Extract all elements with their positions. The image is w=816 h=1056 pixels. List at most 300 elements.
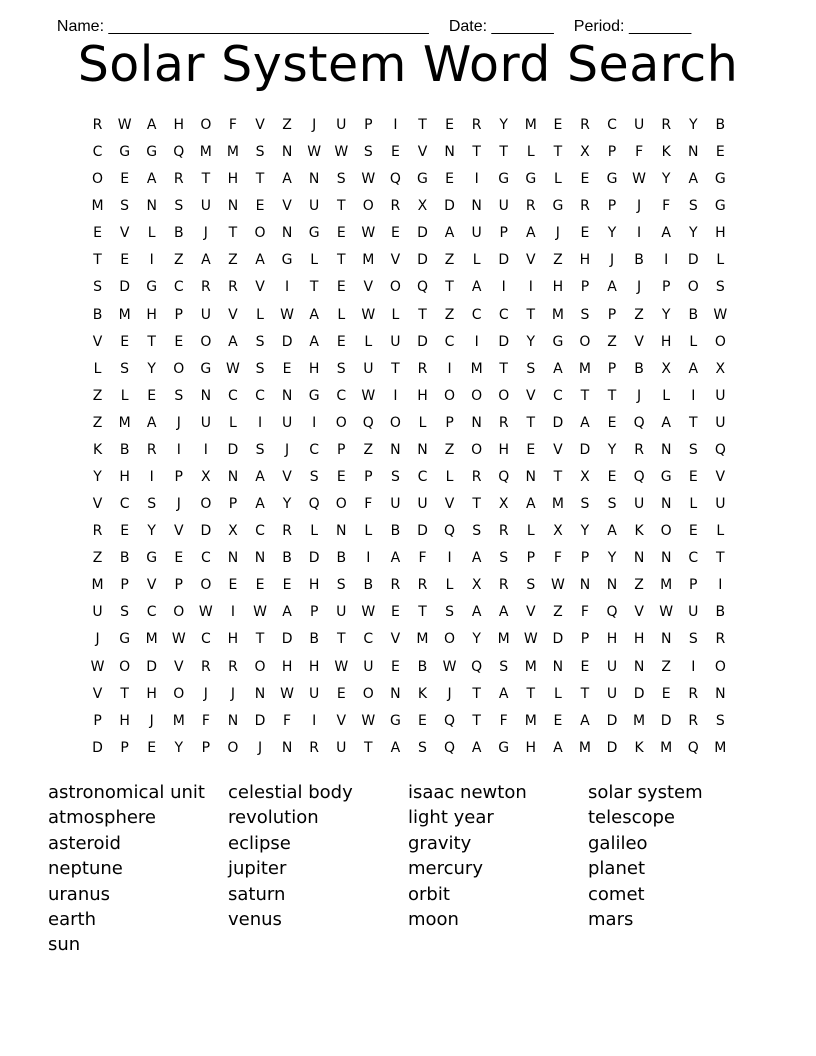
grid-letter[interactable]: B xyxy=(282,550,292,567)
grid-letter[interactable]: Q xyxy=(444,712,456,729)
grid-letter[interactable]: E xyxy=(93,225,102,242)
grid-letter[interactable]: V xyxy=(390,631,401,648)
grid-letter[interactable]: M xyxy=(524,117,537,133)
grid-letter[interactable]: W xyxy=(523,631,538,648)
grid-letter[interactable]: N xyxy=(227,469,239,486)
grid-letter[interactable]: P xyxy=(661,279,671,296)
grid-letter[interactable]: T xyxy=(445,279,454,296)
grid-letter[interactable]: O xyxy=(335,414,347,431)
grid-letter[interactable]: D xyxy=(281,333,293,350)
grid-letter[interactable]: T xyxy=(499,360,508,377)
grid-letter[interactable]: N xyxy=(390,685,401,702)
grid-letter[interactable]: J xyxy=(555,225,560,242)
grid-letter[interactable]: V xyxy=(634,333,644,350)
grid-letter[interactable]: J xyxy=(637,387,642,404)
grid-letter[interactable]: S xyxy=(255,441,265,458)
grid-letter[interactable]: R xyxy=(309,739,320,756)
grid-letter[interactable]: Z xyxy=(92,387,103,404)
grid-letter[interactable]: U xyxy=(633,117,645,133)
grid-letter[interactable]: M xyxy=(524,658,537,675)
grid-letter[interactable]: A xyxy=(390,550,401,567)
grid-letter[interactable]: T xyxy=(418,117,427,133)
grid-letter[interactable]: A xyxy=(471,604,482,621)
grid-letter[interactable]: S xyxy=(93,279,102,296)
grid-letter[interactable]: H xyxy=(146,685,157,702)
grid-letter[interactable]: E xyxy=(147,739,157,756)
grid-letter[interactable]: N xyxy=(227,712,239,729)
grid-letter[interactable]: L xyxy=(418,414,427,431)
grid-letter[interactable]: L xyxy=(445,469,454,486)
grid-letter[interactable]: B xyxy=(634,360,644,377)
grid-letter[interactable]: G xyxy=(119,631,131,648)
grid-letter[interactable]: S xyxy=(715,712,725,729)
grid-letter[interactable]: E xyxy=(715,144,725,161)
grid-letter[interactable]: F xyxy=(228,117,237,133)
grid-letter[interactable]: S xyxy=(120,360,130,377)
grid-letter[interactable]: C xyxy=(607,117,617,133)
grid-letter[interactable]: V xyxy=(255,279,265,296)
grid-letter[interactable]: E xyxy=(445,171,454,188)
grid-letter[interactable]: L xyxy=(256,306,264,323)
grid-letter[interactable]: Y xyxy=(688,117,698,133)
grid-letter[interactable]: E xyxy=(336,685,346,702)
grid-letter[interactable]: D xyxy=(417,252,428,269)
grid-letter[interactable]: N xyxy=(579,577,591,594)
grid-letter[interactable]: T xyxy=(472,685,481,702)
grid-letter[interactable]: Y xyxy=(526,333,536,350)
grid-letter[interactable]: W xyxy=(307,144,322,161)
grid-letter[interactable]: A xyxy=(607,279,617,296)
grid-letter[interactable]: Z xyxy=(282,117,292,133)
grid-letter[interactable]: D xyxy=(200,523,212,540)
grid-letter[interactable]: L xyxy=(147,225,156,242)
grid-letter[interactable]: W xyxy=(550,577,565,594)
grid-letter[interactable]: S xyxy=(363,144,373,161)
grid-letter[interactable]: S xyxy=(120,604,130,621)
grid-letter[interactable]: A xyxy=(282,171,292,188)
grid-letter[interactable]: W xyxy=(361,712,376,729)
grid-letter[interactable]: I xyxy=(691,658,696,675)
grid-letter[interactable]: Z xyxy=(92,414,103,431)
grid-letter[interactable]: R xyxy=(471,469,482,486)
grid-letter[interactable]: X xyxy=(471,577,482,594)
grid-letter[interactable]: P xyxy=(580,550,590,567)
grid-letter[interactable]: M xyxy=(362,252,375,269)
grid-letter[interactable]: O xyxy=(714,333,726,350)
grid-letter[interactable]: E xyxy=(445,117,454,133)
grid-letter[interactable]: E xyxy=(688,523,698,540)
grid-letter[interactable]: A xyxy=(580,414,590,431)
grid-letter[interactable]: T xyxy=(526,414,536,431)
grid-letter[interactable]: I xyxy=(447,550,452,567)
grid-letter[interactable]: P xyxy=(499,225,508,242)
grid-letter[interactable]: C xyxy=(309,441,320,458)
grid-letter[interactable]: P xyxy=(607,198,617,215)
grid-letter[interactable]: U xyxy=(281,414,293,431)
grid-letter[interactable]: W xyxy=(361,306,376,323)
grid-letter[interactable]: M xyxy=(226,144,239,161)
grid-letter[interactable]: Y xyxy=(661,171,671,188)
grid-letter[interactable]: D xyxy=(119,279,130,296)
grid-letter[interactable]: A xyxy=(607,523,617,540)
grid-letter[interactable]: R xyxy=(390,198,401,215)
grid-letter[interactable]: A xyxy=(553,739,563,756)
grid-letter[interactable]: T xyxy=(255,631,265,648)
grid-letter[interactable]: V xyxy=(715,469,726,486)
grid-letter[interactable]: T xyxy=(201,171,211,188)
grid-letter[interactable]: C xyxy=(146,604,157,621)
grid-letter[interactable]: U xyxy=(92,604,103,621)
grid-letter[interactable]: P xyxy=(120,577,129,594)
grid-letter[interactable]: O xyxy=(254,658,266,675)
grid-letter[interactable]: Z xyxy=(92,550,103,567)
grid-letter[interactable]: K xyxy=(634,523,644,540)
grid-letter[interactable]: T xyxy=(526,306,536,323)
grid-letter[interactable]: U xyxy=(390,496,401,513)
grid-letter[interactable]: K xyxy=(661,144,671,161)
grid-letter[interactable]: K xyxy=(417,685,428,702)
grid-letter[interactable]: E xyxy=(390,604,400,621)
grid-letter[interactable]: F xyxy=(499,712,508,729)
grid-letter[interactable]: O xyxy=(200,117,212,133)
grid-letter[interactable]: R xyxy=(282,523,292,540)
grid-letter[interactable]: T xyxy=(93,252,102,269)
grid-letter[interactable]: U xyxy=(309,685,320,702)
grid-letter[interactable]: G xyxy=(389,712,401,729)
grid-letter[interactable]: M xyxy=(578,739,591,756)
grid-letter[interactable]: E xyxy=(607,469,617,486)
grid-letter[interactable]: U xyxy=(363,658,374,675)
grid-letter[interactable]: N xyxy=(552,658,564,675)
grid-letter[interactable]: Q xyxy=(444,523,456,540)
grid-letter[interactable]: P xyxy=(607,144,617,161)
grid-letter[interactable]: L xyxy=(526,523,535,540)
grid-letter[interactable]: U xyxy=(336,117,347,133)
grid-letter[interactable]: A xyxy=(390,739,401,756)
grid-letter[interactable]: D xyxy=(417,225,428,242)
grid-letter[interactable]: Y xyxy=(661,306,671,323)
grid-letter[interactable]: U xyxy=(715,387,726,404)
grid-letter[interactable]: Q xyxy=(471,658,483,675)
grid-letter[interactable]: N xyxy=(281,144,293,161)
grid-letter[interactable]: T xyxy=(255,171,265,188)
grid-letter[interactable]: Z xyxy=(634,577,644,594)
grid-letter[interactable]: O xyxy=(200,577,212,594)
grid-letter[interactable]: T xyxy=(391,360,400,377)
grid-letter[interactable]: E xyxy=(390,144,400,161)
grid-letter[interactable]: H xyxy=(308,360,320,377)
grid-letter[interactable]: A xyxy=(309,333,319,350)
grid-letter[interactable]: X xyxy=(201,469,211,486)
grid-letter[interactable]: G xyxy=(498,171,510,188)
grid-letter[interactable]: C xyxy=(552,387,563,404)
grid-letter[interactable]: M xyxy=(91,198,104,215)
grid-letter[interactable]: N xyxy=(281,739,293,756)
grid-letter[interactable]: O xyxy=(714,658,726,675)
grid-letter[interactable]: U xyxy=(688,604,699,621)
grid-letter[interactable]: S xyxy=(526,360,536,377)
grid-letter[interactable]: H xyxy=(281,658,293,675)
grid-letter[interactable]: S xyxy=(255,333,265,350)
grid-letter[interactable]: I xyxy=(474,333,479,350)
grid-letter[interactable]: S xyxy=(715,279,725,296)
grid-letter[interactable]: T xyxy=(228,225,238,242)
grid-letter[interactable]: A xyxy=(688,171,699,188)
period-line[interactable]: Period: _______ xyxy=(573,18,692,35)
grid-letter[interactable]: L xyxy=(445,577,454,594)
grid-letter[interactable]: O xyxy=(579,333,591,350)
grid-letter[interactable]: V xyxy=(92,333,103,350)
grid-letter[interactable]: A xyxy=(553,360,563,377)
grid-letter[interactable]: A xyxy=(255,252,265,269)
grid-letter[interactable]: G xyxy=(119,144,131,161)
grid-letter[interactable]: E xyxy=(607,414,617,431)
grid-letter[interactable]: E xyxy=(282,360,292,377)
grid-letter[interactable]: J xyxy=(149,712,154,729)
grid-letter[interactable]: E xyxy=(336,225,346,242)
grid-letter[interactable]: S xyxy=(499,658,509,675)
grid-letter[interactable]: S xyxy=(174,387,184,404)
grid-letter[interactable]: I xyxy=(501,279,506,296)
grid-letter[interactable]: C xyxy=(688,550,699,567)
grid-letter[interactable]: R xyxy=(228,658,238,675)
grid-letter[interactable]: T xyxy=(688,414,698,431)
grid-letter[interactable]: L xyxy=(93,360,102,377)
grid-letter[interactable]: Z xyxy=(363,441,374,458)
grid-letter[interactable]: M xyxy=(497,631,510,648)
grid-letter[interactable]: D xyxy=(417,523,428,540)
grid-letter[interactable]: R xyxy=(200,279,211,296)
grid-letter[interactable]: L xyxy=(553,171,562,188)
grid-letter[interactable]: X xyxy=(580,469,590,486)
grid-letter[interactable]: J xyxy=(203,225,208,242)
grid-letter[interactable]: S xyxy=(255,360,265,377)
grid-letter[interactable]: P xyxy=(337,441,346,458)
grid-letter[interactable]: A xyxy=(498,685,509,702)
grid-letter[interactable]: M xyxy=(633,712,646,729)
grid-letter[interactable]: T xyxy=(499,144,508,161)
grid-letter[interactable]: Q xyxy=(498,469,510,486)
grid-letter[interactable]: O xyxy=(200,496,212,513)
grid-letter[interactable]: Z xyxy=(444,441,455,458)
grid-letter[interactable]: S xyxy=(688,441,698,458)
grid-letter[interactable]: P xyxy=(607,360,617,377)
grid-letter[interactable]: Y xyxy=(282,496,292,513)
grid-letter[interactable]: A xyxy=(201,252,211,269)
grid-letter[interactable]: L xyxy=(364,523,373,540)
grid-letter[interactable]: R xyxy=(634,441,644,458)
grid-letter[interactable]: D xyxy=(308,550,320,567)
grid-letter[interactable]: E xyxy=(336,279,346,296)
grid-letter[interactable]: R xyxy=(173,171,184,188)
grid-letter[interactable]: C xyxy=(255,387,265,404)
grid-letter[interactable]: W xyxy=(280,306,294,323)
grid-letter[interactable]: P xyxy=(364,469,373,486)
grid-letter[interactable]: L xyxy=(662,387,671,404)
grid-letter[interactable]: R xyxy=(92,117,103,133)
grid-letter[interactable]: A xyxy=(688,360,699,377)
grid-letter[interactable]: G xyxy=(498,739,510,756)
grid-letter[interactable]: G xyxy=(660,469,672,486)
grid-letter[interactable]: G xyxy=(525,171,537,188)
grid-letter[interactable]: M xyxy=(91,577,104,594)
grid-letter[interactable]: Y xyxy=(499,117,508,133)
grid-letter[interactable]: M xyxy=(199,144,212,161)
grid-letter[interactable]: E xyxy=(688,469,698,486)
grid-letter[interactable]: V xyxy=(282,469,292,486)
grid-letter[interactable]: L xyxy=(391,306,400,323)
grid-letter[interactable]: U xyxy=(336,739,347,756)
grid-letter[interactable]: R xyxy=(417,360,428,377)
grid-letter[interactable]: V xyxy=(444,496,455,513)
grid-letter[interactable]: H xyxy=(146,306,157,323)
grid-letter[interactable]: T xyxy=(472,712,481,729)
grid-letter[interactable]: N xyxy=(281,225,293,242)
grid-letter[interactable]: Z xyxy=(553,252,563,269)
grid-letter[interactable]: E xyxy=(120,523,130,540)
grid-letter[interactable]: A xyxy=(661,414,671,431)
grid-letter[interactable]: N xyxy=(633,658,645,675)
grid-letter[interactable]: V xyxy=(336,712,347,729)
grid-letter[interactable]: G xyxy=(281,252,293,269)
grid-letter[interactable]: V xyxy=(173,658,184,675)
grid-letter[interactable]: W xyxy=(361,604,376,621)
grid-letter[interactable]: W xyxy=(442,658,457,675)
grid-letter[interactable]: A xyxy=(471,550,482,567)
grid-letter[interactable]: G xyxy=(417,171,428,188)
grid-letter[interactable]: O xyxy=(389,414,401,431)
grid-letter[interactable]: N xyxy=(308,171,320,188)
grid-letter[interactable]: Q xyxy=(687,739,699,756)
grid-letter[interactable]: E xyxy=(553,117,563,133)
grid-letter[interactable]: I xyxy=(637,225,642,242)
grid-letter[interactable]: P xyxy=(526,550,536,567)
grid-letter[interactable]: C xyxy=(92,144,103,161)
grid-letter[interactable]: L xyxy=(337,306,346,323)
grid-letter[interactable]: Z xyxy=(553,604,563,621)
grid-letter[interactable]: P xyxy=(174,469,183,486)
grid-letter[interactable]: P xyxy=(364,117,373,133)
grid-letter[interactable]: E xyxy=(553,712,563,729)
grid-letter[interactable]: F xyxy=(553,550,562,567)
grid-letter[interactable]: R xyxy=(580,198,590,215)
grid-letter[interactable]: A xyxy=(228,333,238,350)
grid-letter[interactable]: R xyxy=(715,631,726,648)
grid-letter[interactable]: Z xyxy=(444,306,455,323)
grid-letter[interactable]: V xyxy=(526,252,536,269)
grid-letter[interactable]: F xyxy=(283,712,292,729)
letter-grid[interactable] xyxy=(84,112,734,762)
grid-letter[interactable]: M xyxy=(714,739,727,756)
grid-letter[interactable]: I xyxy=(230,604,235,621)
grid-letter[interactable]: V xyxy=(417,144,428,161)
grid-letter[interactable]: T xyxy=(472,144,481,161)
grid-letter[interactable]: A xyxy=(498,604,509,621)
grid-letter[interactable]: B xyxy=(688,306,699,323)
grid-letter[interactable]: U xyxy=(471,225,482,242)
grid-letter[interactable]: N xyxy=(688,144,699,161)
grid-letter[interactable]: O xyxy=(173,604,185,621)
grid-letter[interactable]: U xyxy=(417,496,428,513)
grid-letter[interactable]: J xyxy=(257,739,263,756)
grid-letter[interactable]: E xyxy=(147,387,157,404)
grid-letter[interactable]: Z xyxy=(444,252,455,269)
grid-letter[interactable]: H xyxy=(498,441,509,458)
grid-letter[interactable]: S xyxy=(688,631,698,648)
grid-letter[interactable]: H xyxy=(308,577,320,594)
grid-letter[interactable]: H xyxy=(525,739,537,756)
grid-letter[interactable]: D xyxy=(633,685,645,702)
grid-letter[interactable]: E xyxy=(661,685,671,702)
grid-letter[interactable]: Y xyxy=(607,441,617,458)
grid-letter[interactable]: V xyxy=(92,685,103,702)
grid-letter[interactable]: Z xyxy=(173,252,184,269)
grid-letter[interactable]: J xyxy=(95,631,100,648)
grid-letter[interactable]: N xyxy=(471,198,482,215)
grid-letter[interactable]: M xyxy=(660,739,673,756)
grid-letter[interactable]: X xyxy=(553,523,563,540)
grid-letter[interactable]: D xyxy=(444,198,455,215)
grid-letter[interactable]: V xyxy=(173,523,184,540)
grid-letter[interactable]: P xyxy=(689,577,698,594)
grid-letter[interactable]: R xyxy=(688,685,699,702)
grid-letter[interactable]: T xyxy=(120,685,129,702)
grid-letter[interactable]: Z xyxy=(661,658,671,675)
grid-letter[interactable]: T xyxy=(553,144,563,161)
grid-letter[interactable]: N xyxy=(660,550,672,567)
grid-letter[interactable]: S xyxy=(336,360,346,377)
grid-letter[interactable]: S xyxy=(309,469,319,486)
grid-letter[interactable]: Y xyxy=(93,469,102,486)
grid-letter[interactable]: N xyxy=(525,469,537,486)
grid-letter[interactable]: Q xyxy=(444,739,456,756)
grid-letter[interactable]: E xyxy=(580,225,590,242)
grid-letter[interactable]: W xyxy=(198,604,213,621)
grid-letter[interactable]: I xyxy=(718,577,723,594)
grid-letter[interactable]: M xyxy=(172,712,185,729)
grid-letter[interactable]: B xyxy=(92,306,103,323)
grid-letter[interactable]: W xyxy=(361,387,376,404)
grid-letter[interactable]: V xyxy=(553,441,563,458)
grid-letter[interactable]: T xyxy=(580,387,590,404)
grid-letter[interactable]: I xyxy=(285,279,290,296)
grid-letter[interactable]: O xyxy=(660,523,672,540)
grid-letter[interactable]: T xyxy=(336,631,346,648)
grid-letter[interactable]: N xyxy=(390,441,401,458)
grid-letter[interactable]: U xyxy=(606,685,618,702)
grid-letter[interactable]: V xyxy=(119,225,130,242)
grid-letter[interactable]: X xyxy=(228,523,238,540)
grid-letter[interactable]: W xyxy=(361,171,376,188)
grid-letter[interactable]: Y xyxy=(472,631,481,648)
grid-letter[interactable]: M xyxy=(145,631,158,648)
grid-letter[interactable]: J xyxy=(203,685,208,702)
grid-letter[interactable]: G xyxy=(146,279,158,296)
grid-letter[interactable]: E xyxy=(418,712,427,729)
grid-letter[interactable]: N xyxy=(606,577,618,594)
grid-letter[interactable]: G xyxy=(200,360,212,377)
grid-letter[interactable]: W xyxy=(632,171,647,188)
grid-letter[interactable]: O xyxy=(444,631,456,648)
grid-letter[interactable]: T xyxy=(336,252,346,269)
grid-letter[interactable]: A xyxy=(309,306,319,323)
grid-letter[interactable]: D xyxy=(498,333,510,350)
grid-letter[interactable]: L xyxy=(689,496,698,513)
grid-letter[interactable]: T xyxy=(580,685,590,702)
grid-letter[interactable]: M xyxy=(118,306,131,323)
grid-letter[interactable]: M xyxy=(660,577,673,594)
grid-letter[interactable]: O xyxy=(173,685,185,702)
